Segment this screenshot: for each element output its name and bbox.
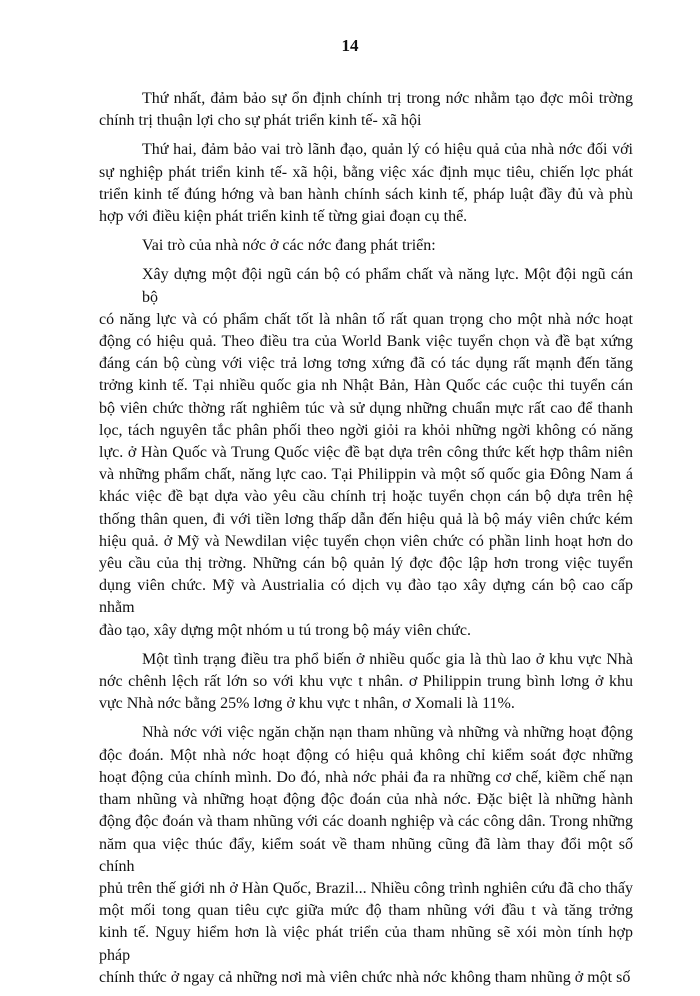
text-line: kinh tế. Nguy hiểm hơn là việc phát triển của tham nhũng sẽ xói mòn tính hợp pháp bbox=[99, 924, 633, 964]
text-line: có năng lực và có phẩm chất tốt là nhân tố rất quan trọng cho một nhà nớc hoạt bbox=[99, 310, 633, 328]
text-line: động có hiệu quả. Theo điều tra của World Bank việc tuyển chọn và đề bạt xứng bbox=[99, 333, 633, 351]
text-line: Xây dựng một đội ngũ cán bộ có phẩm chất và năng lực. Một đội ngũ cán bộ bbox=[142, 266, 633, 306]
paragraph bbox=[99, 139, 633, 228]
text-line: yêu cầu của thị trờng. Những cán bộ quản lý đợc độc lập hơn trong việc tuyển bbox=[99, 555, 633, 573]
text-line: chính thức ở ngay cả những nơi mà viên chức nhà nớc không tham nhũng ở một số bbox=[99, 968, 631, 986]
text-line: đáng cán bộ cùng với việc trả lơng tơng xứng đã có tác dụng rất mạnh đến tăng bbox=[99, 355, 633, 373]
text-line: khác việc đề bạt dựa vào yêu cầu chính trị hoặc tuyển chọn cán bộ dựa trên hệ bbox=[99, 488, 633, 506]
text-line: độc đoán. Một nhà nớc hoạt động có hiệu quả không chỉ kiểm soát đợc những bbox=[99, 746, 633, 764]
text-line: năm qua việc thúc đẩy, kiểm soát về tham nhũng cũng đã làm thay đổi một số chính bbox=[99, 835, 633, 875]
text-line: trởng kinh tế. Tại nhiều quốc gia nh Nhật Bản, Hàn Quốc các cuộc thi tuyển cán bbox=[99, 377, 633, 395]
text-line: phủ trên thế giới nh ở Hàn Quốc, Brazil... Nhiều công trình nghiên cứu đã cho thấy bbox=[99, 879, 633, 897]
text-line: bộ viên chức thờng rất nghiêm túc và sử dụng những chuẩn mực rất cao để thanh bbox=[99, 399, 633, 417]
text-line: Một tình trạng điều tra phổ biến ở nhiều quốc gia là thù lao ở khu vực Nhà bbox=[142, 650, 633, 668]
paragraph bbox=[99, 722, 633, 988]
page-number: 14 bbox=[341, 36, 359, 55]
paragraph bbox=[99, 235, 633, 257]
text-line: động độc đoán và tham nhũng với các doanh nghiệp và các công dân. Trong những bbox=[99, 813, 633, 831]
paragraph bbox=[99, 88, 633, 132]
text-line: thống thân quen, đi với tiền lơng thấp dẫn đến hiệu quả là bộ máy viên chức kém bbox=[99, 510, 633, 528]
text-line: Thứ hai, đảm bảo vai trò lãnh đạo, quản lý có hiệu quả của nhà nớc đối với bbox=[142, 141, 633, 159]
text-line: dụng viên chức. Mỹ và Austrialia có dịch vụ đào tạo xây dựng cán bộ cao cấp nhằm bbox=[99, 577, 633, 617]
body-text bbox=[99, 88, 633, 996]
text-line: Vai trò của nhà nớc ở các nớc đang phát triển: bbox=[142, 237, 436, 255]
text-line: đào tạo, xây dựng một nhóm u tú trong bộ máy viên chức. bbox=[99, 621, 471, 639]
text-line: lọc, tách nguyên tắc phân phối theo ngời giỏi ra khỏi những ngời không có năng bbox=[99, 421, 633, 439]
text-line: lực. ở Hàn Quốc và Trung Quốc việc đề bạt dựa trên công thức kết hợp thâm niên bbox=[99, 444, 633, 462]
text-line: tham nhũng và những hoạt động độc đoán của nhà nớc. Đặc biệt là những hành bbox=[99, 791, 633, 809]
paragraph bbox=[99, 264, 633, 641]
text-line: hiệu quả. ở Mỹ và Newdilan việc tuyển chọn viên chức có phần linh hoạt hơn do bbox=[99, 532, 633, 550]
text-line: chính trị thuận lợi cho sự phát triển kinh tế- xã hội bbox=[99, 112, 422, 130]
text-line: Nhà nớc với việc ngăn chặn nạn tham nhũng và những và những hoạt động bbox=[142, 724, 633, 742]
text-line: một mối tong quan tiêu cực giữa mức độ tham nhũng với đầu t và tăng trởng bbox=[99, 902, 633, 920]
text-line: nớc chênh lệch rất lớn so với khu vực t nhân. ơ Philippin trung bình lơng ở khu bbox=[99, 673, 633, 691]
text-line: sự nghiệp phát triển kinh tế- xã hội, bằng việc xác định mục tiêu, chiến lợc phát bbox=[99, 163, 633, 181]
text-line: hoạt động của chính mình. Do đó, nhà nớc phải đa ra những cơ chế, kiềm chế nạn bbox=[99, 768, 633, 786]
text-line: và những phẩm chất, năng lực cao. Tại Philippin và một số quốc gia Đông Nam á bbox=[99, 466, 633, 484]
paragraph bbox=[99, 649, 633, 716]
text-line: hợp với điều kiện phát triển kinh tế từng giai đoạn cụ thể. bbox=[99, 208, 468, 226]
text-line: Thứ nhất, đảm bảo sự ổn định chính trị trong nớc nhằm tạo đợc môi trờng bbox=[142, 90, 633, 107]
text-line: triển kinh tế đúng hớng và ban hành chính sách kinh tế, pháp luật đầy đủ và phù bbox=[99, 185, 633, 203]
text-line: vực Nhà nớc bằng 25% lơng ở khu vực t nhân, ơ Xomali là 11%. bbox=[99, 695, 515, 713]
